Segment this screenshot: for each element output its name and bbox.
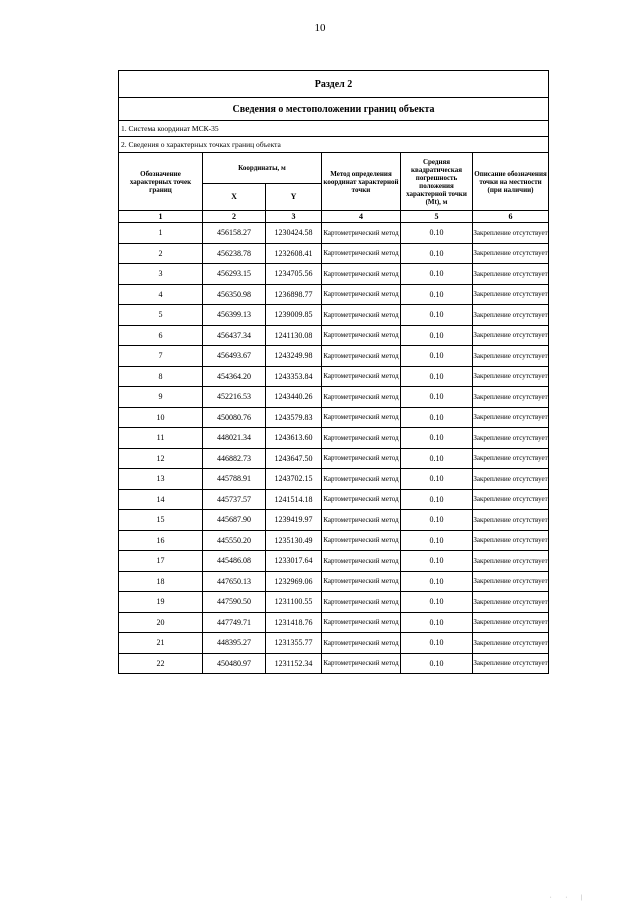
cell-accuracy: 0.10 [401, 592, 473, 613]
table-row [119, 325, 549, 346]
cell-point-number: 22 [119, 653, 203, 674]
cell-method: Картометрический метод [322, 469, 401, 490]
cell-description: Закрепление отсутствует [473, 653, 549, 674]
cell-method: Картометрический метод [322, 387, 401, 408]
cell-y: 1232969.06 [266, 571, 322, 592]
cell-point-number: 1 [119, 223, 203, 244]
scan-mark: · · | [549, 895, 588, 901]
table-row [119, 428, 549, 449]
cell-point-number: 17 [119, 551, 203, 572]
table-row [119, 571, 549, 592]
cell-y: 1243613.60 [266, 428, 322, 449]
cell-accuracy: 0.10 [401, 551, 473, 572]
cell-accuracy: 0.10 [401, 305, 473, 326]
table-row [119, 305, 549, 326]
cell-x: 447749.71 [203, 612, 266, 633]
cell-description: Закрепление отсутствует [473, 592, 549, 613]
cell-method: Картометрический метод [322, 633, 401, 654]
cell-point-number: 16 [119, 530, 203, 551]
table-row [119, 653, 549, 674]
table-row [119, 469, 549, 490]
cell-y: 1239419.97 [266, 510, 322, 531]
cell-description: Закрепление отсутствует [473, 264, 549, 285]
table-body [119, 223, 549, 674]
table-row [119, 387, 549, 408]
cell-point-number: 8 [119, 366, 203, 387]
cell-accuracy: 0.10 [401, 571, 473, 592]
cell-x: 448395.27 [203, 633, 266, 654]
table-row [119, 407, 549, 428]
column-number: 3 [266, 211, 322, 223]
cell-x: 445687.90 [203, 510, 266, 531]
cell-point-number: 20 [119, 612, 203, 633]
cell-description: Закрепление отсутствует [473, 612, 549, 633]
cell-description: Закрепление отсутствует [473, 469, 549, 490]
cell-y: 1241130.08 [266, 325, 322, 346]
table-row [119, 243, 549, 264]
header-y: Y [266, 184, 322, 211]
cell-point-number: 2 [119, 243, 203, 264]
table-row [119, 551, 549, 572]
cell-x: 452216.53 [203, 387, 266, 408]
cell-y: 1230424.58 [266, 223, 322, 244]
column-number: 1 [119, 211, 203, 223]
cell-point-number: 5 [119, 305, 203, 326]
cell-method: Картометрический метод [322, 305, 401, 326]
cell-accuracy: 0.10 [401, 325, 473, 346]
cell-accuracy: 0.10 [401, 469, 473, 490]
cell-point-number: 11 [119, 428, 203, 449]
table-row [119, 284, 549, 305]
cell-accuracy: 0.10 [401, 387, 473, 408]
header-x: X [203, 184, 266, 211]
section-subtitle: Сведения о местоположении границ объекта [119, 98, 549, 121]
cell-y: 1231418.76 [266, 612, 322, 633]
cell-accuracy: 0.10 [401, 448, 473, 469]
cell-accuracy: 0.10 [401, 510, 473, 531]
table-row [119, 346, 549, 367]
cell-point-number: 21 [119, 633, 203, 654]
cell-description: Закрепление отсутствует [473, 284, 549, 305]
cell-method: Картометрический метод [322, 510, 401, 531]
table-row [119, 592, 549, 613]
cell-y: 1235130.49 [266, 530, 322, 551]
header-accuracy: Средняя квадратическая погрешность положения характерной точки (Mt), м [401, 153, 473, 211]
cell-y: 1236898.77 [266, 284, 322, 305]
cell-y: 1243353.84 [266, 366, 322, 387]
column-number: 5 [401, 211, 473, 223]
cell-y: 1241514.18 [266, 489, 322, 510]
cell-description: Закрепление отсутствует [473, 633, 549, 654]
cell-x: 454364.20 [203, 366, 266, 387]
cell-point-number: 19 [119, 592, 203, 613]
cell-x: 447650.13 [203, 571, 266, 592]
table-row [119, 633, 549, 654]
cell-y: 1243647.50 [266, 448, 322, 469]
table-row [119, 530, 549, 551]
cell-description: Закрепление отсутствует [473, 223, 549, 244]
header-method: Метод определения координат характерной точки [322, 153, 401, 211]
cell-description: Закрепление отсутствует [473, 551, 549, 572]
cell-y: 1243702.15 [266, 469, 322, 490]
cell-description: Закрепление отсутствует [473, 428, 549, 449]
cell-y: 1243249.98 [266, 346, 322, 367]
cell-y: 1239009.85 [266, 305, 322, 326]
cell-x: 456238.78 [203, 243, 266, 264]
coordinate-system-line: 1. Система координат МСК-35 [119, 121, 549, 137]
table-row [119, 612, 549, 633]
cell-x: 456350.98 [203, 284, 266, 305]
cell-x: 448021.34 [203, 428, 266, 449]
column-number: 6 [473, 211, 549, 223]
cell-y: 1234705.56 [266, 264, 322, 285]
cell-x: 450080.76 [203, 407, 266, 428]
cell-accuracy: 0.10 [401, 264, 473, 285]
cell-x: 445737.57 [203, 489, 266, 510]
cell-y: 1243440.26 [266, 387, 322, 408]
cell-accuracy: 0.10 [401, 366, 473, 387]
cell-method: Картометрический метод [322, 346, 401, 367]
points-info-line: 2. Сведения о характерных точках границ объекта [119, 137, 549, 153]
cell-method: Картометрический метод [322, 366, 401, 387]
cell-x: 447590.50 [203, 592, 266, 613]
cell-method: Картометрический метод [322, 243, 401, 264]
cell-description: Закрепление отсутствует [473, 571, 549, 592]
cell-description: Закрепление отсутствует [473, 530, 549, 551]
column-number: 4 [322, 211, 401, 223]
cell-point-number: 6 [119, 325, 203, 346]
cell-description: Закрепление отсутствует [473, 325, 549, 346]
header-description: Описание обозначения точки на местности (при наличии) [473, 153, 549, 211]
cell-description: Закрепление отсутствует [473, 387, 549, 408]
table-row [119, 510, 549, 531]
cell-y: 1231152.34 [266, 653, 322, 674]
cell-description: Закрепление отсутствует [473, 489, 549, 510]
header-point-designation: Обозначение характерных точек границ [119, 153, 203, 211]
table-row [119, 223, 549, 244]
section-title: Раздел 2 [119, 71, 549, 98]
cell-point-number: 13 [119, 469, 203, 490]
table-row [119, 489, 549, 510]
header-coordinates: Координаты, м [203, 153, 322, 184]
cell-method: Картометрический метод [322, 612, 401, 633]
cell-method: Картометрический метод [322, 284, 401, 305]
table-row [119, 448, 549, 469]
cell-point-number: 12 [119, 448, 203, 469]
cell-method: Картометрический метод [322, 489, 401, 510]
cell-x: 456399.13 [203, 305, 266, 326]
cell-y: 1243579.83 [266, 407, 322, 428]
cell-description: Закрепление отсутствует [473, 510, 549, 531]
cell-x: 446882.73 [203, 448, 266, 469]
cell-point-number: 10 [119, 407, 203, 428]
cell-description: Закрепление отсутствует [473, 346, 549, 367]
cell-method: Картометрический метод [322, 571, 401, 592]
column-number: 2 [203, 211, 266, 223]
cell-accuracy: 0.10 [401, 653, 473, 674]
cell-accuracy: 0.10 [401, 223, 473, 244]
cell-x: 445550.20 [203, 530, 266, 551]
cell-accuracy: 0.10 [401, 489, 473, 510]
cell-method: Картометрический метод [322, 592, 401, 613]
cell-x: 445788.91 [203, 469, 266, 490]
cell-point-number: 3 [119, 264, 203, 285]
cell-accuracy: 0.10 [401, 407, 473, 428]
table-row [119, 366, 549, 387]
cell-description: Закрепление отсутствует [473, 305, 549, 326]
cell-accuracy: 0.10 [401, 612, 473, 633]
cell-x: 450480.97 [203, 653, 266, 674]
cell-point-number: 15 [119, 510, 203, 531]
cell-accuracy: 0.10 [401, 530, 473, 551]
cell-description: Закрепление отсутствует [473, 366, 549, 387]
cell-accuracy: 0.10 [401, 346, 473, 367]
cell-accuracy: 0.10 [401, 243, 473, 264]
cell-point-number: 14 [119, 489, 203, 510]
cell-method: Картометрический метод [322, 551, 401, 572]
cell-x: 456293.15 [203, 264, 266, 285]
table-header [119, 71, 549, 223]
cell-method: Картометрический метод [322, 448, 401, 469]
cell-method: Картометрический метод [322, 530, 401, 551]
cell-y: 1231355.77 [266, 633, 322, 654]
cell-accuracy: 0.10 [401, 284, 473, 305]
cell-method: Картометрический метод [322, 325, 401, 346]
cell-x: 456493.67 [203, 346, 266, 367]
cell-x: 456437.34 [203, 325, 266, 346]
cell-y: 1233017.64 [266, 551, 322, 572]
cell-x: 456158.27 [203, 223, 266, 244]
cell-y: 1232608.41 [266, 243, 322, 264]
cell-point-number: 4 [119, 284, 203, 305]
table-row [119, 264, 549, 285]
cell-description: Закрепление отсутствует [473, 407, 549, 428]
cell-method: Картометрический метод [322, 223, 401, 244]
cell-method: Картометрический метод [322, 264, 401, 285]
cell-description: Закрепление отсутствует [473, 448, 549, 469]
cell-accuracy: 0.10 [401, 633, 473, 654]
cell-point-number: 7 [119, 346, 203, 367]
cell-y: 1231100.55 [266, 592, 322, 613]
cell-description: Закрепление отсутствует [473, 243, 549, 264]
cell-accuracy: 0.10 [401, 428, 473, 449]
boundary-points-table [118, 70, 549, 674]
cell-point-number: 9 [119, 387, 203, 408]
cell-point-number: 18 [119, 571, 203, 592]
cell-method: Картометрический метод [322, 653, 401, 674]
cell-method: Картометрический метод [322, 407, 401, 428]
page-number: 10 [314, 22, 326, 34]
cell-method: Картометрический метод [322, 428, 401, 449]
cell-x: 445486.08 [203, 551, 266, 572]
